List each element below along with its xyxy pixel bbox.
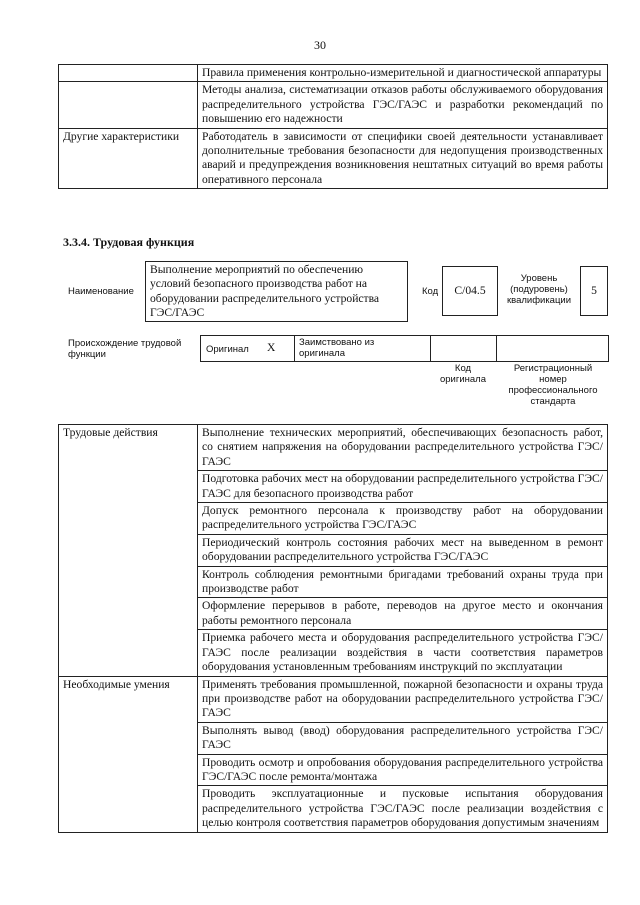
table-row [59, 676, 608, 722]
list-item: Периодический контроль состояния рабочих мест на выведенном в ремонт оборудовании распределительного устройства ГЭС/ГАЭС [198, 534, 608, 566]
origin-divider [496, 335, 497, 362]
list-item: Выполнение технических мероприятий, обеспечивающих безопасность работ, со снятием напряжения на оборудовании распределительного устройства ГЭС/ГАЭС [198, 425, 608, 471]
section-heading: 3.3.4. Трудовая функция [63, 235, 195, 249]
main-table [58, 424, 608, 833]
borrowed-label: Заимствовано из оригинала [299, 337, 375, 359]
top-table [58, 64, 608, 189]
origin-label: Происхождение трудовой функции [68, 338, 182, 360]
row-text: Правила применения контрольно-измерительной и диагностической аппаратуры [198, 65, 608, 82]
table-row [59, 82, 608, 128]
original-label: Оригинал [206, 344, 249, 355]
list-item: Контроль соблюдения ремонтными бригадами требований охраны труда при производстве работ [198, 566, 608, 598]
level-label: Уровень (подуровень) квалификации [506, 273, 572, 306]
origin-divider [430, 335, 431, 362]
table-row [59, 128, 608, 189]
reg-number-label: Регистрационный номер профессионального стандарта [508, 363, 598, 407]
original-mark: X [267, 341, 276, 354]
level-value: 5 [591, 284, 597, 297]
row-label [59, 82, 198, 128]
page-number: 30 [314, 38, 326, 52]
origin-code-label: Код оригинала [439, 363, 486, 385]
list-item: Проводить эксплуатационные и пусковые испытания оборудования распределительного устройства ГЭС/ГАЭС после реализации воздействия с целью контроля соответствия параметров оборудования допустимым значениям [198, 786, 608, 832]
table-row [59, 65, 608, 82]
row-text: Работодатель в зависимости от специфики своей деятельности устанавливает дополнительные требования безопасности для недопущения производственных аварий и предупреждения возникновения нештатных ситуаций во время работы оперативного персонала [198, 128, 608, 189]
list-item: Приемка рабочего места и оборудования распределительного устройства ГЭС/ГАЭС после реализации воздействия в части соответствия параметров оборудования установленным требованиям инструкций по эксплуатации [198, 630, 608, 676]
list-item: Допуск ремонтного персонала к производству работ на оборудовании распределительного устройства ГЭС/ГАЭС [198, 503, 608, 535]
row-label [59, 65, 198, 82]
name-label: Наименование [68, 286, 134, 297]
list-item: Проводить осмотр и опробования оборудования распределительного устройства ГЭС/ГАЭС после ремонта/монтажа [198, 754, 608, 786]
table-row [59, 425, 608, 471]
code-label: Код [422, 286, 439, 297]
origin-divider [294, 335, 295, 362]
row-text: Методы анализа, систематизации отказов работы обслуживаемого оборудования распределительного устройства ГЭС/ГАЭС и разработки рекомендаций по повышению его надежности [198, 82, 608, 128]
list-item: Выполнять вывод (ввод) оборудования распределительного устройства ГЭС/ГАЭС [198, 722, 608, 754]
group-label-actions: Трудовые действия [59, 425, 198, 677]
group-label-skills: Необходимые умения [59, 676, 198, 832]
row-label: Другие характеристики [59, 128, 198, 189]
list-item: Оформление перерывов в работе, переводов на другое место и окончания работы ремонтного персонала [198, 598, 608, 630]
name-value: Выполнение мероприятий по обеспечению условий безопасного производства работ на оборудовании распределительного устройства ГЭС/ГАЭС [150, 263, 380, 320]
list-item: Применять требования промышленной, пожарной безопасности и охраны труда при производстве работ на оборудовании распределительного устройства ГЭС/ГАЭС [198, 676, 608, 722]
code-value: C/04.5 [454, 284, 486, 297]
list-item: Подготовка рабочих мест на оборудовании распределительного устройства ГЭС/ГАЭС для безопасного производства работ [198, 471, 608, 503]
